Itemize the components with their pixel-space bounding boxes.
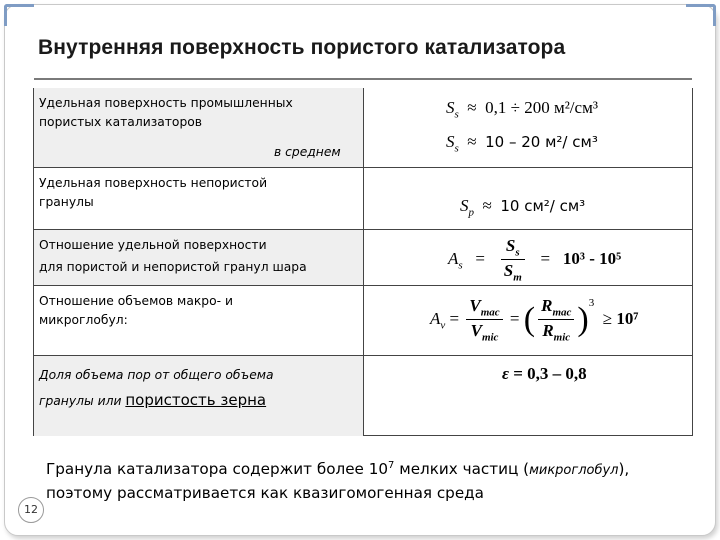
row-formula [364,356,692,436]
formula-value: 10⁷ [616,308,639,328]
label-line: пористых катализаторов [39,115,203,129]
label-line: гранулы или пористость зерна [39,391,267,409]
formula: $A_v$ = $\frac{V_{mac}}{V_{mic}}$ = ( $\frac{R_{mac}}{R_{mic}}$ )$^3$ ≥ 10⁷ [430,296,639,344]
corner-accent [4,4,7,26]
formula: $S_p \approx 10$ см²/ см³ [460,196,586,219]
formula: $A_s$ = $\frac{S_s}{S_m}$ = 10³ - 10⁵ [448,236,622,284]
label-note: в среднем [274,145,341,159]
corner-accent [686,4,716,7]
slide-title: Внутренняя поверхность пористого катализатора [38,36,566,59]
label-line: Отношение удельной поверхности [39,238,267,252]
footer-text [46,454,706,505]
formula: $S_s \approx 0,1 \div 200$ м²/см³ [446,98,598,121]
label-line: для пористой и непористой гранул шара [39,260,307,274]
corner-accent [4,4,34,7]
label-line: Доля объема пор от общего объема [39,368,274,382]
table-row [34,168,692,230]
page-number: 12 [18,497,44,523]
formula-value: 10³ - 10⁵ [562,248,622,268]
row-label [34,168,364,229]
label-line: Удельная поверхность непористой [39,176,268,190]
table-row [34,356,692,436]
formula-value: = 0,3 – 0,8 [513,364,587,383]
properties-table [33,88,693,436]
label-line: микроглобул: [39,313,128,327]
row-formula [364,286,692,355]
formula: ε = 0,3 – 0,8 [502,364,587,383]
label-line: Отношение объемов макро- и [39,294,233,308]
table-row [34,88,692,168]
corner-accent [713,4,716,26]
formula: $S_s \approx 10 - 20$ м²/ см³ [446,132,598,155]
footer-line: Гранула катализатора содержит более $10^7$ мелких частиц (микроглобул), [46,460,630,479]
formula-value: 10 – 20 м²/ см³ [485,133,598,151]
fraction: $\frac{V_{mac}}{V_{mic}}$ [466,296,502,344]
title-divider [34,78,692,80]
row-label [34,356,364,436]
label-line: гранулы [39,195,94,209]
fraction: $\frac{S_s}{S_m}$ [501,236,525,284]
row-label [34,286,364,355]
table-row [34,230,692,286]
table-row [34,286,692,356]
porosity-term: пористость зерна [125,391,267,409]
formula-value: 10 см²/ см³ [500,197,586,215]
label-line: Удельная поверхность промышленных [39,96,293,110]
fraction: $\frac{R_{mac}}{R_{mic}}$ [538,296,574,344]
row-label [34,88,364,167]
footer-line: поэтому рассматривается как квазигомогенная среда [46,484,484,503]
row-formula [364,230,692,285]
row-label [34,230,364,285]
row-formula [364,168,692,229]
formula-value: 0,1 ÷ 200 м²/см³ [485,98,598,117]
row-formula [364,88,692,167]
